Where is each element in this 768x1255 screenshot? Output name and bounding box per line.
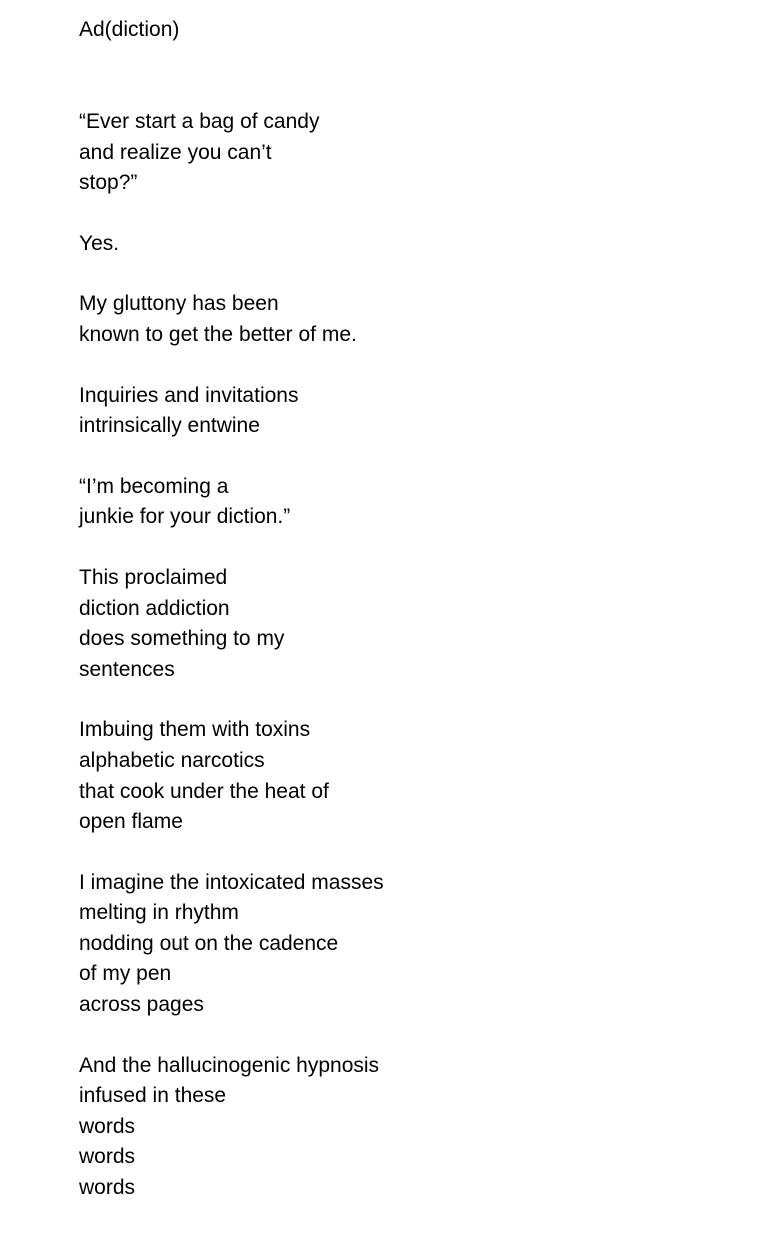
title-spacer <box>79 45 719 107</box>
stanza <box>79 229 719 260</box>
poem-body <box>79 107 719 1204</box>
poem-line: words <box>79 1176 136 1200</box>
poem-line: Yes. <box>79 231 120 255</box>
poem-line: junkie for your diction.” <box>79 505 291 529</box>
poem-line: stop?” <box>79 171 138 195</box>
poem-line: alphabetic narcotics <box>79 748 265 772</box>
poem-line: known to get the better of me. <box>79 322 357 346</box>
poem-line: sentences <box>79 657 175 681</box>
poem-line: open flame <box>79 810 183 834</box>
poem-line: This proclaimed <box>79 565 228 589</box>
stanza <box>79 868 719 1021</box>
poem-line: Imbuing them with toxins <box>79 718 311 742</box>
poem-line: that cook under the heat of <box>79 779 329 803</box>
poem-line: I imagine the intoxicated masses <box>79 870 384 894</box>
poem-line: does something to my <box>79 627 285 651</box>
poem-line: intrinsically entwine <box>79 414 260 438</box>
poem-title: Ad(diction) <box>79 18 180 41</box>
poem-line: words <box>79 1114 136 1138</box>
poem-line: across pages <box>79 993 204 1017</box>
poem-line: of my pen <box>79 962 172 986</box>
stanza <box>79 1051 719 1204</box>
poem-line: diction addiction <box>79 596 230 620</box>
poem-line: “I’m becoming a <box>79 474 229 498</box>
stanza <box>79 563 719 685</box>
poem-line: and realize you can’t <box>79 140 272 164</box>
stanza <box>79 289 719 350</box>
poem-line: My gluttony has been <box>79 292 279 316</box>
poem-line: melting in rhythm <box>79 901 239 925</box>
poem-line: nodding out on the cadence <box>79 931 339 955</box>
stanza <box>79 381 719 442</box>
poem-line: “Ever start a bag of candy <box>79 110 320 133</box>
poem-line: infused in these <box>79 1084 227 1108</box>
stanza <box>79 472 719 533</box>
poem-line: Inquiries and invitations <box>79 383 299 407</box>
poem-page <box>79 14 719 1234</box>
stanza <box>79 715 719 837</box>
poem-line: words <box>79 1145 136 1169</box>
stanza <box>79 107 719 199</box>
poem-line: And the hallucinogenic hypnosis <box>79 1053 380 1077</box>
